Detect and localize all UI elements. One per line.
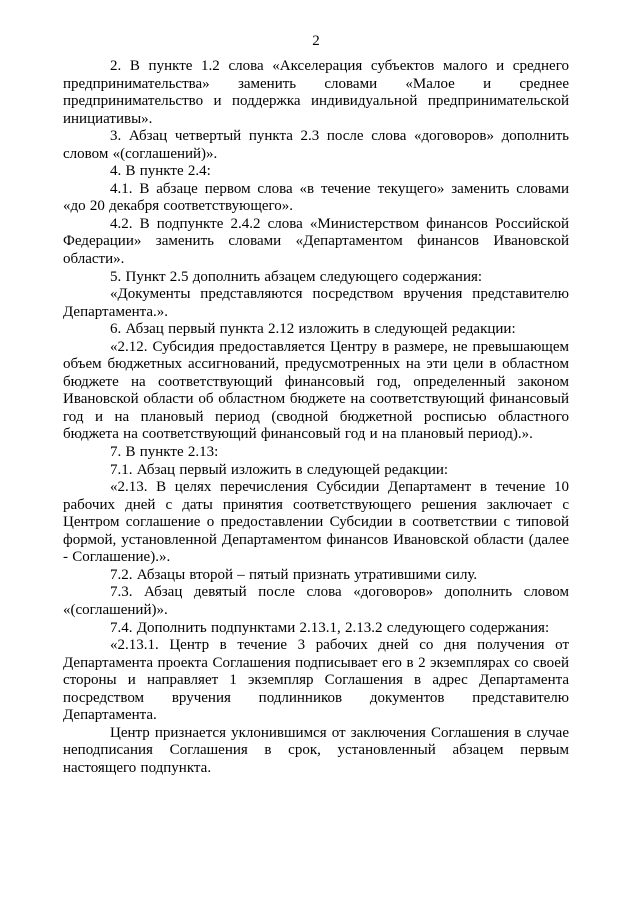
paragraph: 7.3. Абзац девятый после слова «договоров» дополнить словом «(соглашений)». <box>63 584 569 618</box>
document-body <box>63 58 569 777</box>
paragraph: Центр признается уклонившимся от заключения Соглашения в случае неподписания Соглашения в срок, установленный абзацем первым настоящего подпункта. <box>63 724 569 776</box>
paragraph: «2.13. В целях перечисления Субсидии Департамент в течение 10 рабочих дней с даты принятия соответствующего решения заключает с Центром соглашение о предоставлении Субсидии в соответствии с типовой формой, установленной Департаментом финансов Ивановской области (далее - Соглашение).». <box>63 479 569 566</box>
paragraph: «Документы представляются посредством вручения представителю Департамента.». <box>63 286 569 320</box>
paragraph: 7.4. Дополнить подпунктами 2.13.1, 2.13.2 следующего содержания: <box>110 619 550 636</box>
paragraph: 4.1. В абзаце первом слова «в течение текущего» заменить словами «до 20 декабря соответствующего». <box>63 180 569 215</box>
paragraph: 4.2. В подпункте 2.4.2 слова «Министерством финансов Российской Федерации» заменить словами «Департаментом финансов Ивановской области». <box>63 215 569 268</box>
paragraph: «2.13.1. Центр в течение 3 рабочих дней со дня получения от Департамента проекта Соглашения подписывает его в 2 экземплярах со своей стороны и направляет 1 экземпляр Соглашения в адрес Департамента посредством вручения подлинников документов представителю Департамента. <box>63 637 569 724</box>
paragraph: 7. В пункте 2.13: <box>110 444 219 461</box>
paragraph: 7.2. Абзацы второй – пятый признать утратившими силу. <box>110 566 478 583</box>
paragraph: 2. В пункте 1.2 слова «Акселерация субъектов малого и среднего предпринимательства» заменить словами «Малое и среднее предпринимательство и поддержка индивидуальной предпринимательской инициативы». <box>63 58 569 127</box>
paragraph: 6. Абзац первый пункта 2.12 изложить в следующей редакции: <box>110 321 516 338</box>
paragraph: 5. Пункт 2.5 дополнить абзацем следующего содержания: <box>110 268 483 285</box>
page-number: 2 <box>312 33 320 49</box>
paragraph: 4. В пункте 2.4: <box>110 163 211 180</box>
paragraph: «2.12. Субсидия предоставляется Центру в размере, не превышающем объем бюджетных ассигнований, предусмотренных на эти цели в областном бюджете на соответствующий финансовый год, определенный законом Ивановской области об областном бюджете на соответствующий финансовый год и на плановый период (сводной бюджетной росписью областного бюджета на соответствующий финансовый год и на плановый период).». <box>63 338 569 443</box>
paragraph: 7.1. Абзац первый изложить в следующей редакции: <box>110 461 449 478</box>
paragraph: 3. Абзац четвертый пункта 2.3 после слова «договоров» дополнить словом «(соглашений)». <box>63 128 569 162</box>
